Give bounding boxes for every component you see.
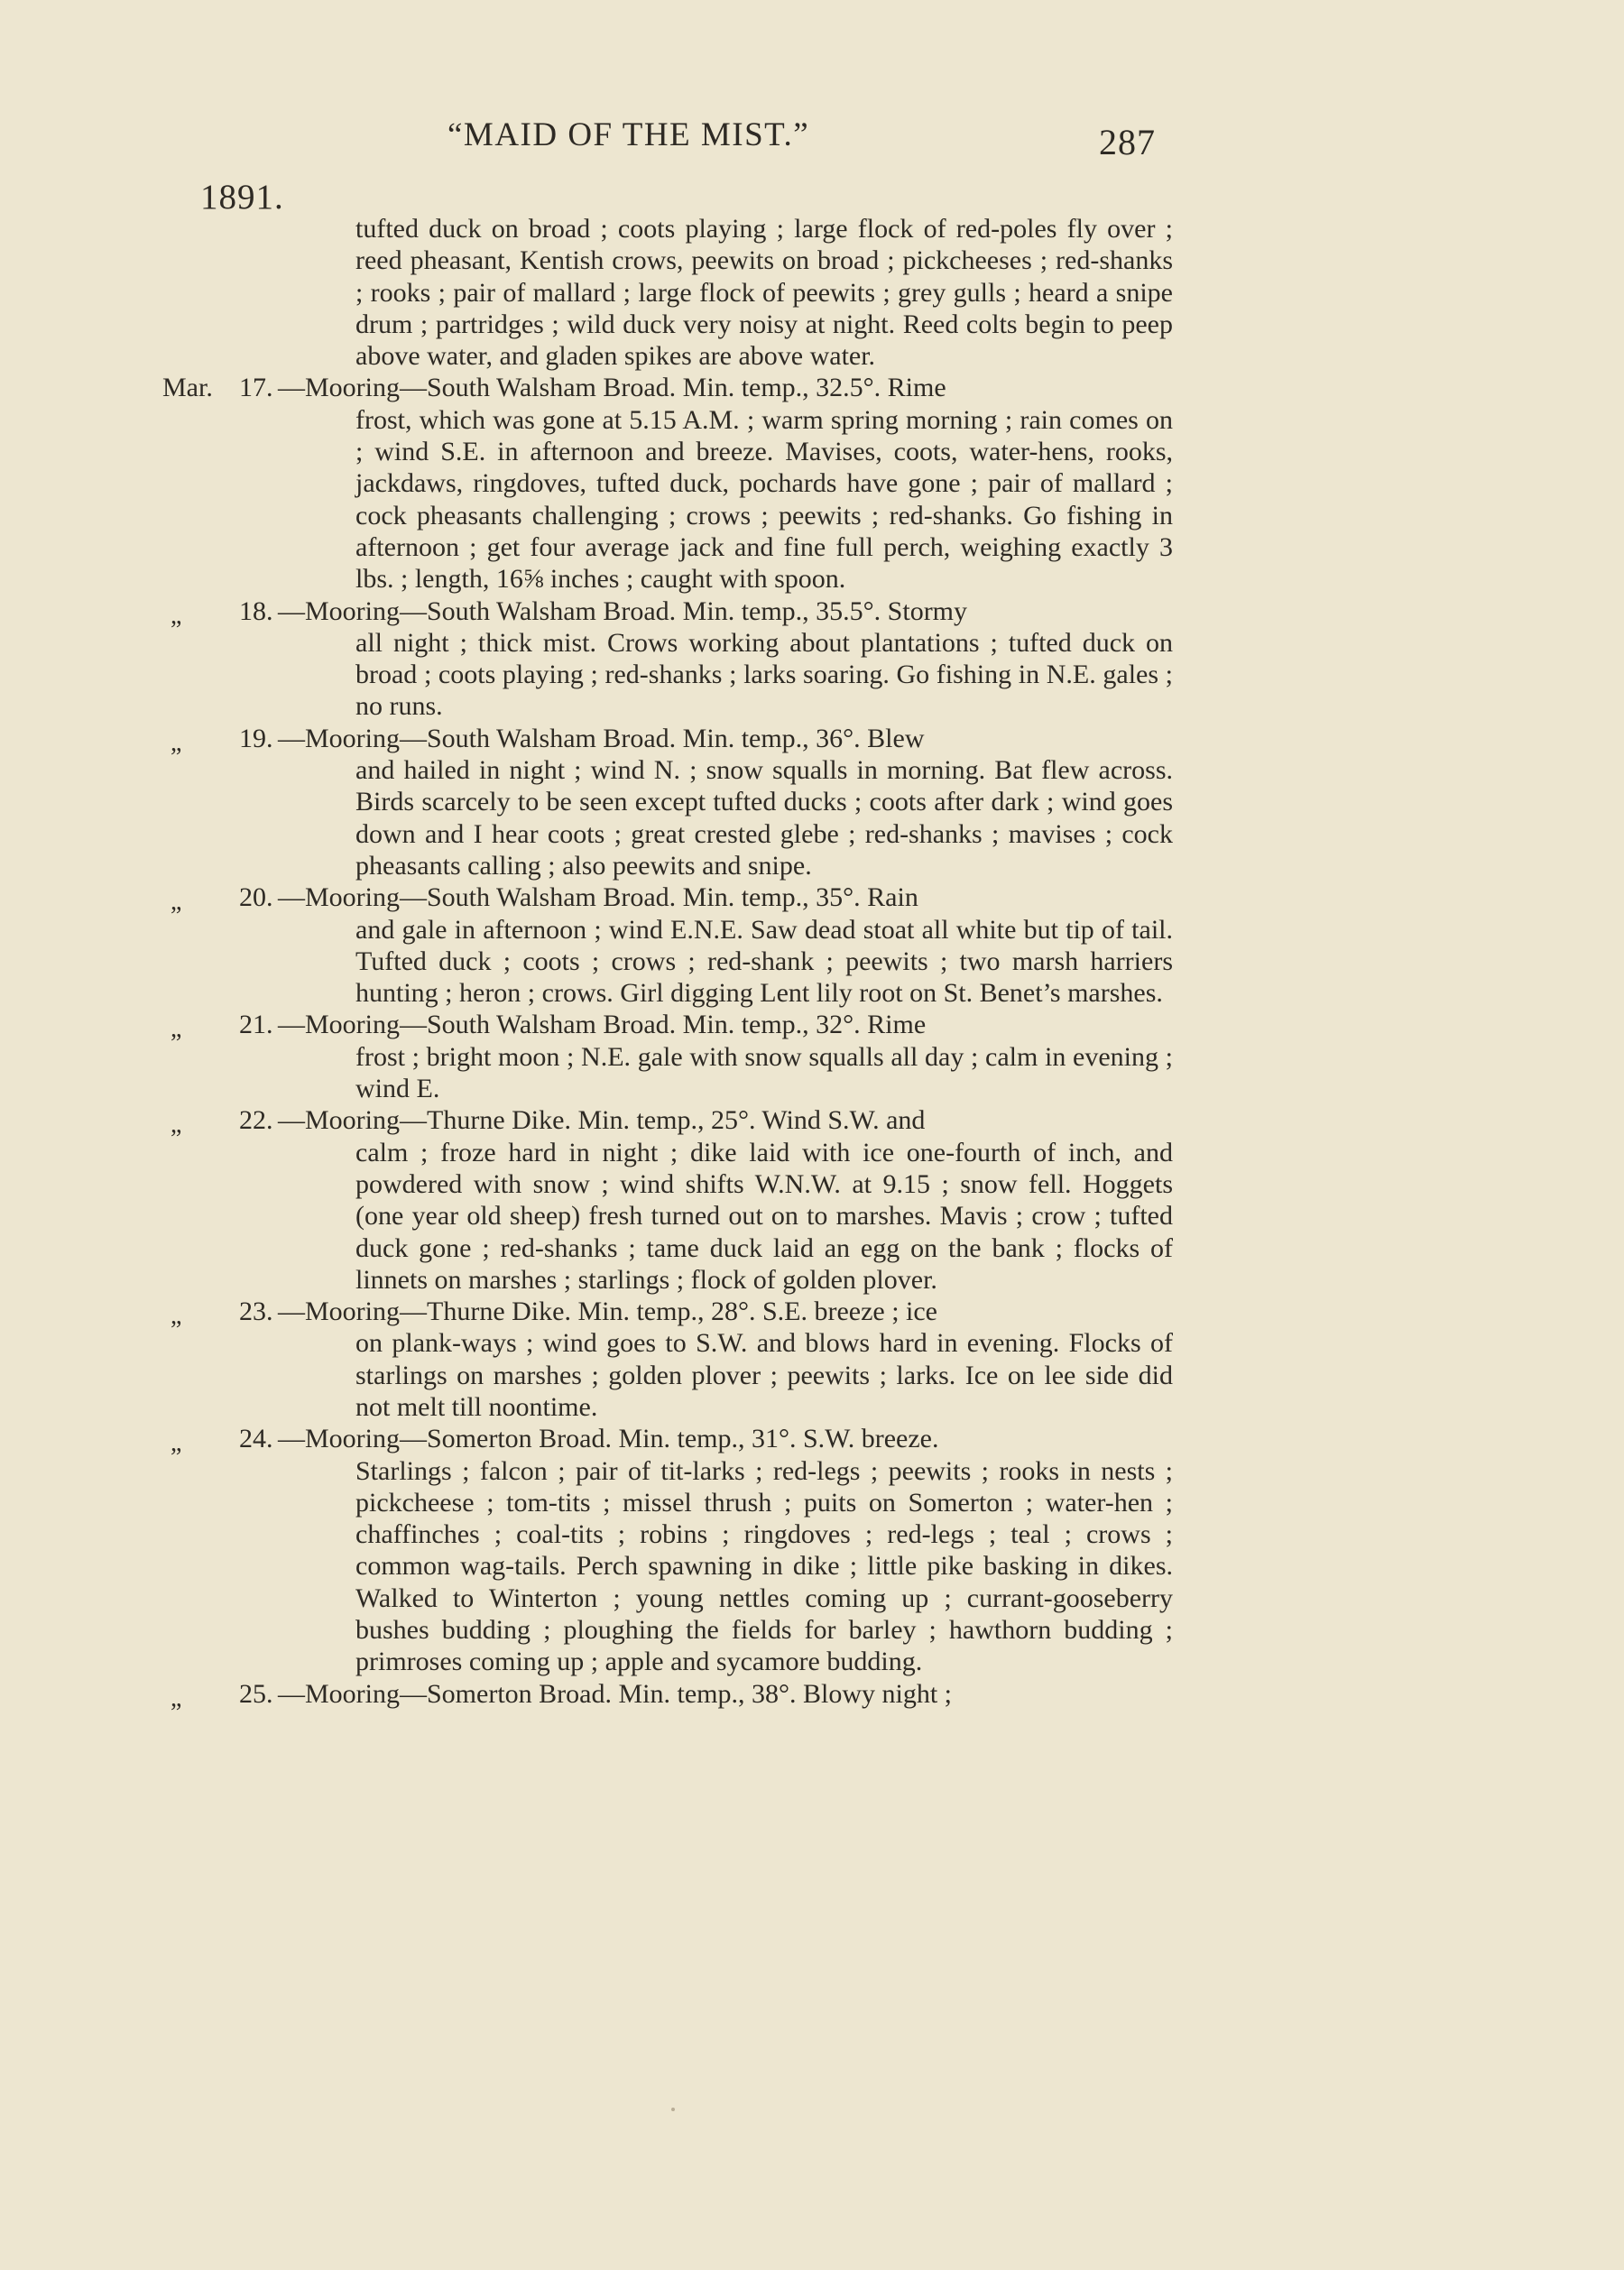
ditto-mark: „ xyxy=(171,1302,182,1331)
entry-text: Starlings ; falcon ; pair of tit-larks ; red-legs ; peewits ; rooks in nests ; pickcheese ; tom-tits ; missel thrush ; puits on Somerton ; water-hen ; chaffinches ; coal-tits ; robins ; ringdoves ; red-legs ; teal ; crows ; common wag-tails. Perch spawning in dike ; little pike basking in dikes. Walked to Winterton ; young nettles coming up ; currant-gooseberry bushes budding ; ploughing the fields for barley ; hawthorn budding ; primroses coming up ; apple and sycamore budding. xyxy=(355,1455,1173,1677)
entry-first-line: —Mooring—Thurne Dike. Min. temp., 28°. S.E. breeze ; ice xyxy=(278,1296,938,1327)
ditto-mark: „ xyxy=(171,888,182,917)
entry-day: 17. xyxy=(239,373,273,403)
entry-day: 20. xyxy=(239,882,273,913)
diary-entry xyxy=(0,1104,1173,1296)
entry-text: frost, which was gone at 5.15 A.M. ; warm spring morning ; rain comes on ; wind S.E. in afternoon and breeze. Mavises, coots, water-hens, rooks, jackdaws, ringdoves, tufted duck, pochards have gone ; pair of mallard ; cock pheasants challenging ; crows ; peewits ; red-shanks. Go fishing in afternoon ; get four average jack and fine full perch, weighing exactly 3 lbs. ; length, 16⅝ inches ; caught with spoon. xyxy=(355,404,1173,595)
entry-first-line: —Mooring—South Walsham Broad. Min. temp., 32.5°. Rime xyxy=(278,373,946,403)
ditto-mark: „ xyxy=(171,1111,182,1140)
entry-day: 24. xyxy=(239,1424,273,1454)
diary-entry xyxy=(0,1678,1173,1710)
entry-text: and hailed in night ; wind N. ; snow squalls in morning. Bat flew across. Birds scarcely to be seen except tufted ducks ; coots after dark ; wind goes down and I hear coots ; great crested glebe ; red-shanks ; mavises ; cock pheasants calling ; also peewits and snipe. xyxy=(355,755,1173,881)
entry-day: 19. xyxy=(239,723,273,753)
diary-entry xyxy=(0,723,1173,881)
ditto-mark: „ xyxy=(171,728,182,757)
entry-day: 23. xyxy=(239,1296,273,1327)
intro-paragraph xyxy=(0,213,1173,372)
page-number: 287 xyxy=(1099,122,1156,162)
diary-entry xyxy=(0,372,1173,595)
diary-entry xyxy=(0,1009,1173,1104)
page-speck xyxy=(671,2108,675,2111)
entry-text: frost ; bright moon ; N.E. gale with snow squalls all day ; calm in evening ; wind E. xyxy=(355,1041,1173,1104)
entry-day: 21. xyxy=(239,1010,273,1040)
entry-first-line: —Mooring—Somerton Broad. Min. temp., 31°. S.W. breeze. xyxy=(278,1424,939,1454)
entry-first-line: —Mooring—Somerton Broad. Min. temp., 38°. Blowy night ; xyxy=(278,1678,952,1709)
entry-day: 25. xyxy=(239,1678,273,1709)
entry-first-line: —Mooring—South Walsham Broad. Min. temp., 35.5°. Stormy xyxy=(278,595,968,626)
ditto-mark: „ xyxy=(171,1015,182,1044)
entry-first-line: —Mooring—South Walsham Broad. Min. temp., 36°. Blew xyxy=(278,723,925,753)
entry-first-line: —Mooring—Thurne Dike. Min. temp., 25°. Wind S.W. and xyxy=(278,1105,926,1136)
entry-text: calm ; froze hard in night ; dike laid with ice one-fourth of inch, and powdered with snow ; wind shifts W.N.W. at 9.15 ; snow fell. Hoggets (one year old sheep) fresh turned out on to marshes. Mavis ; crow ; tufted duck gone ; red-shanks ; tame duck laid an egg on the bank ; flocks of linnets on marshes ; starlings ; flock of golden plover. xyxy=(355,1137,1173,1295)
diary-entry xyxy=(0,881,1173,1009)
intro-text: tufted duck on broad ; coots playing ; large flock of red-poles fly over ; reed pheasant, Kentish crows, peewits on broad ; pickcheeses ; red-shanks ; rooks ; pair of mallard ; large flock of peewits ; grey gulls ; heard a snipe drum ; partridges ; wild duck very noisy at night. Reed colts begin to peep above water, and gladen spikes are above water. xyxy=(355,214,1173,372)
entry-text: all night ; thick mist. Crows working about plantations ; tufted duck on broad ; coots playing ; red-shanks ; larks soaring. Go fishing in N.E. gales ; no runs. xyxy=(355,627,1173,722)
ditto-mark: „ xyxy=(171,601,182,630)
entry-day: 18. xyxy=(239,595,273,626)
entry-text: on plank-ways ; wind goes to S.W. and blows hard in evening. Flocks of starlings on marshes ; golden plover ; peewits ; larks. Ice on lee side did not melt till noontime. xyxy=(355,1328,1173,1422)
running-title: “MAID OF THE MIST.” xyxy=(448,116,810,153)
diary-entry xyxy=(0,1423,1173,1677)
year-marker: 1891. xyxy=(200,178,284,217)
entry-first-line: —Mooring—South Walsham Broad. Min. temp., 35°. Rain xyxy=(278,882,918,913)
ditto-mark: „ xyxy=(171,1684,182,1712)
running-header xyxy=(0,115,1624,170)
entry-text: and gale in afternoon ; wind E.N.E. Saw dead stoat all white but tip of tail. Tufted duck ; coots ; crows ; red-shank ; peewits ; two marsh harriers hunting ; heron ; crows. Girl digging Lent lily root on St. Benet’s marshes. xyxy=(355,914,1173,1009)
entry-first-line: —Mooring—South Walsham Broad. Min. temp., 32°. Rime xyxy=(278,1010,927,1040)
diary-entry xyxy=(0,1296,1173,1423)
diary-entries xyxy=(0,213,1624,1710)
entry-month: Mar. xyxy=(162,373,213,403)
entry-list xyxy=(0,372,1624,1712)
entry-day: 22. xyxy=(239,1105,273,1136)
ditto-mark: „ xyxy=(171,1429,182,1458)
diary-entry xyxy=(0,595,1173,723)
